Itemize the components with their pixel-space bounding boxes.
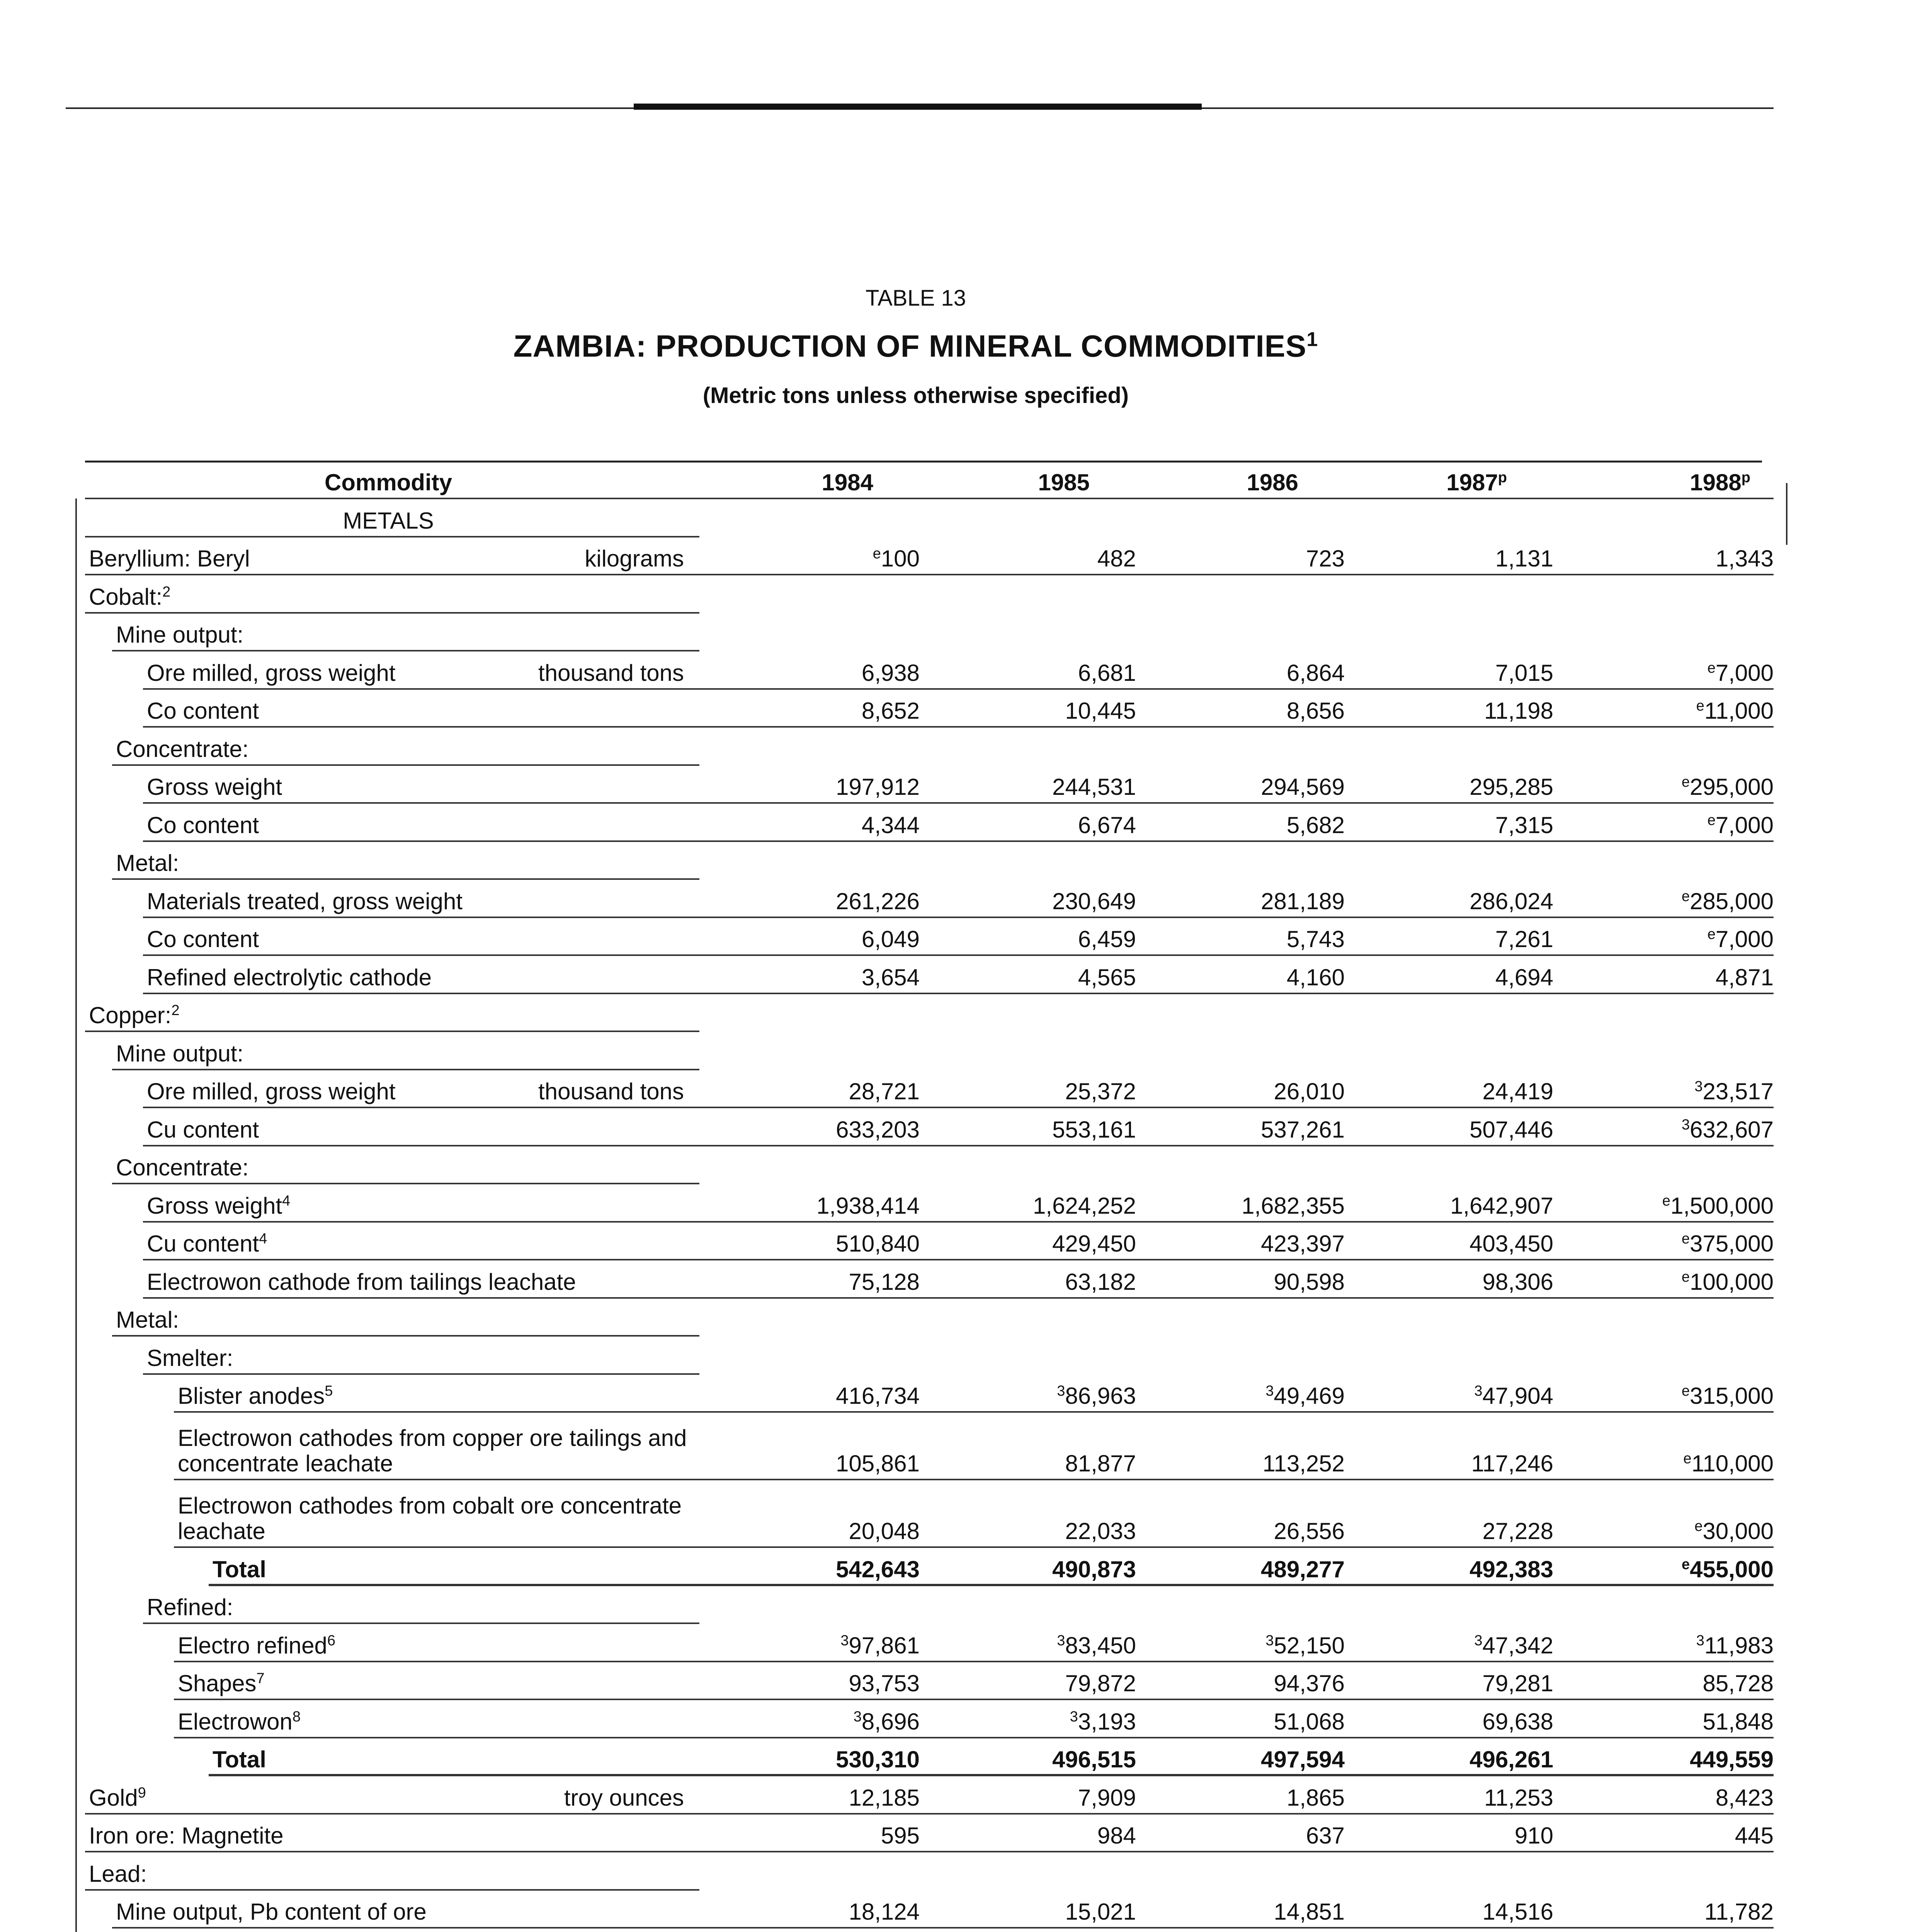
row-value-1986: 637 (1306, 1823, 1345, 1849)
row-value-1985: 79,872 (1065, 1670, 1136, 1696)
row-value-1988: 8,423 (1715, 1784, 1774, 1811)
header-year-note: p (1498, 469, 1507, 486)
row-value-1987: 507,446 (1469, 1116, 1553, 1143)
row-value-1984: 6,049 (861, 926, 920, 952)
row-value-1988 (1682, 774, 1774, 800)
value-number: 23,517 (1702, 1078, 1774, 1104)
value-note: 3 (1070, 1708, 1078, 1725)
label-note: 8 (292, 1708, 301, 1725)
row-label: Total (213, 1747, 266, 1772)
row-label: Beryllium: Beryl (89, 546, 250, 571)
row-value-1985: 4,565 (1078, 964, 1136, 990)
value-number: 100 (881, 546, 920, 571)
row-value-1987: 403,450 (1469, 1231, 1553, 1257)
header-year-label: 1984 (821, 469, 873, 495)
row-value-1985: 63,182 (1065, 1269, 1136, 1295)
row-value-1985: 7,909 (1078, 1784, 1136, 1811)
table-row (0, 1413, 1932, 1480)
row-value-1987: 98,306 (1482, 1269, 1553, 1295)
label-note: 2 (171, 1002, 180, 1019)
row-value-1985: 984 (1097, 1823, 1136, 1849)
table-row (0, 1337, 1932, 1375)
header-year-1985 (1038, 470, 1090, 495)
header-year-label: 1987 (1446, 469, 1498, 495)
row-unit: thousand tons (538, 660, 684, 686)
table-row (0, 1108, 1932, 1146)
header-year-1987 (1446, 470, 1507, 495)
value-note: e (1681, 1556, 1690, 1573)
header-year-1984 (822, 470, 873, 495)
row-value-1988 (1696, 1633, 1774, 1658)
value-note: 3 (1681, 1116, 1690, 1133)
row-value-1985 (1057, 1633, 1136, 1658)
row-value-1986: 94,376 (1274, 1670, 1345, 1696)
table-header-row (0, 462, 1932, 499)
header-year-1986 (1247, 470, 1298, 495)
row-value-1988: 445 (1735, 1823, 1774, 1849)
label-text: Electrowon (178, 1708, 293, 1735)
table-row (0, 766, 1932, 804)
value-number: 8,696 (861, 1708, 920, 1735)
value-number: 83,450 (1065, 1632, 1136, 1658)
value-note: 3 (1696, 1632, 1704, 1649)
row-value-1984: 510,840 (836, 1231, 920, 1257)
row-label: Mine output: (116, 1040, 244, 1066)
header-year-label: 1988 (1690, 469, 1742, 495)
row-label: Mine output, Pb content of ore (116, 1899, 427, 1925)
row-value-1988 (1708, 813, 1774, 838)
row-label (178, 1671, 835, 1696)
row-value-1984: 18,124 (849, 1899, 920, 1925)
table-row (0, 1776, 1932, 1815)
label-note: 4 (282, 1192, 291, 1209)
row-value-1986: 8,656 (1286, 698, 1345, 724)
row-value-1984: 3,654 (861, 964, 920, 990)
table-row (0, 1662, 1932, 1701)
row-value-1988 (1682, 889, 1774, 914)
row-value-1984: 28,721 (849, 1078, 920, 1104)
row-value-1988 (1683, 1451, 1774, 1476)
row-value-1988 (1682, 1117, 1774, 1143)
row-label: Co content (147, 812, 259, 838)
value-note: e (1696, 698, 1704, 714)
label-note: 6 (327, 1632, 336, 1649)
row-value-1985 (1070, 1709, 1136, 1735)
table-row (0, 1032, 1932, 1070)
header-year-label: 1985 (1038, 469, 1090, 495)
row-value-1988 (1696, 698, 1774, 724)
row-value-1987: 4,694 (1495, 964, 1553, 990)
row-value-1986: 497,594 (1261, 1747, 1345, 1772)
row-value-1988 (1682, 1383, 1774, 1409)
header-year-note: p (1741, 469, 1750, 486)
row-value-1984: 416,734 (836, 1383, 920, 1409)
row-label: Materials treated, gross weight (147, 888, 463, 914)
value-note: 3 (1057, 1383, 1065, 1399)
row-value-1985: 81,877 (1065, 1451, 1136, 1476)
row-label: Concentrate: (116, 1155, 249, 1180)
table-row (0, 804, 1932, 842)
row-label (178, 1383, 835, 1409)
row-label: Cu content (147, 1116, 259, 1143)
row-value-1984: 20,048 (849, 1518, 920, 1544)
value-note: e (1707, 812, 1716, 828)
row-value-1986: 51,068 (1274, 1708, 1345, 1735)
row-label: Lead: (89, 1861, 147, 1887)
label-note: 5 (325, 1383, 333, 1399)
table-row (0, 614, 1932, 652)
table-row (0, 575, 1932, 614)
row-value-1987: 24,419 (1482, 1078, 1553, 1104)
row-value-1984: 93,753 (849, 1670, 920, 1696)
label-text: Shapes (178, 1670, 257, 1696)
row-value-1988: 449,559 (1690, 1747, 1774, 1772)
row-label (89, 1003, 746, 1028)
row-value-1985: 6,674 (1078, 812, 1136, 838)
row-value-1985: 553,161 (1052, 1116, 1136, 1143)
row-value-1987 (1474, 1633, 1553, 1658)
value-note: 3 (1265, 1632, 1274, 1649)
row-label (89, 584, 746, 610)
row-value-1985: 15,021 (1065, 1899, 1136, 1925)
value-number: 455,000 (1690, 1556, 1774, 1582)
row-value-1984 (873, 546, 920, 571)
value-note: e (1681, 1383, 1690, 1399)
value-number: 1,500,000 (1670, 1192, 1774, 1219)
table-row (0, 1070, 1932, 1109)
value-note: 3 (840, 1632, 849, 1649)
value-note: e (872, 546, 881, 562)
table-row (0, 1738, 1932, 1777)
value-number: 7,000 (1715, 926, 1774, 952)
value-number: 49,469 (1274, 1383, 1345, 1409)
row-label: Concentrate: (116, 736, 249, 762)
row-label: Co content (147, 698, 259, 724)
value-note: 3 (1474, 1383, 1483, 1399)
row-value-1986: 26,556 (1274, 1518, 1345, 1544)
row-label: Metal: (116, 1307, 179, 1333)
row-value-1987: 7,315 (1495, 812, 1553, 838)
row-value-1986: 489,277 (1261, 1556, 1345, 1582)
row-value-1986: 5,743 (1286, 926, 1345, 952)
label-note: 9 (138, 1784, 146, 1801)
row-value-1984: 75,128 (849, 1269, 920, 1295)
value-number: 7,000 (1715, 812, 1774, 838)
table-row (0, 1586, 1932, 1624)
table-row (0, 499, 1932, 537)
header-year-1988 (1690, 470, 1750, 495)
row-value-1987: 492,383 (1469, 1556, 1553, 1582)
row-value-1986: 281,189 (1261, 888, 1345, 914)
value-number: 97,861 (849, 1632, 920, 1658)
row-value-1986: 6,864 (1286, 660, 1345, 686)
row-unit: troy ounces (564, 1784, 684, 1811)
row-value-1987: 496,261 (1469, 1747, 1553, 1772)
table-row (0, 651, 1932, 690)
table-row (0, 1260, 1932, 1299)
row-label: Mine output: (116, 622, 244, 648)
value-number: 632,607 (1690, 1116, 1774, 1143)
row-value-1987 (1474, 1383, 1553, 1409)
row-label: Total (213, 1556, 266, 1582)
label-note: 7 (256, 1670, 265, 1687)
table-subtitle: (Metric tons unless otherwise specified) (702, 383, 1129, 408)
row-value-1987: 117,246 (1471, 1451, 1553, 1476)
table-row (0, 1184, 1932, 1223)
row-value-1987: 286,024 (1469, 888, 1553, 914)
table-row (0, 1624, 1932, 1662)
table-row (0, 1891, 1932, 1929)
label-text: Gross weight (147, 1192, 282, 1219)
row-value-1984 (840, 1633, 920, 1658)
row-value-1984: 105,861 (836, 1451, 920, 1476)
row-value-1987: 27,228 (1482, 1518, 1553, 1544)
value-number: 47,904 (1482, 1383, 1553, 1409)
value-number: 285,000 (1690, 888, 1774, 914)
row-value-1988 (1682, 1269, 1774, 1295)
row-label: Electrowon cathode from tailings leachate (147, 1269, 576, 1295)
row-value-1986 (1265, 1633, 1345, 1658)
row-label: Electrowon cathodes from cobalt ore concentrate leachate (178, 1493, 682, 1544)
row-value-1984: 530,310 (836, 1747, 920, 1772)
table-row (0, 880, 1932, 918)
row-value-1985 (1057, 1383, 1136, 1409)
table-row (0, 1815, 1932, 1853)
value-number: 11,983 (1704, 1632, 1774, 1658)
row-value-1985: 10,445 (1065, 698, 1136, 724)
row-label: Iron ore: Magnetite (89, 1823, 284, 1849)
row-value-1986: 723 (1306, 546, 1345, 571)
row-value-1988: 4,871 (1715, 964, 1774, 990)
row-value-1984: 6,938 (861, 660, 920, 686)
value-number: 315,000 (1690, 1383, 1774, 1409)
row-value-1988: 1,343 (1715, 546, 1774, 571)
value-note: e (1707, 926, 1716, 942)
table-row (0, 994, 1932, 1032)
row-value-1987: 11,198 (1484, 698, 1553, 724)
table-row (0, 1700, 1932, 1738)
table-row (0, 537, 1932, 576)
table-row (0, 1548, 1932, 1586)
value-note: 3 (1474, 1632, 1483, 1649)
row-label: METALS (343, 507, 434, 534)
row-value-1984: 595 (881, 1823, 920, 1849)
table-title-note: 1 (1306, 328, 1318, 351)
table-row (0, 1223, 1932, 1261)
value-number: 375,000 (1690, 1231, 1774, 1257)
value-note: 3 (853, 1708, 862, 1725)
row-value-1984 (854, 1709, 920, 1735)
label-text: Gold (89, 1784, 138, 1811)
row-value-1987: 14,516 (1482, 1899, 1553, 1925)
row-value-1985: 6,681 (1078, 660, 1136, 686)
header-year-label: 1986 (1247, 469, 1298, 495)
value-number: 11,000 (1704, 698, 1774, 724)
row-value-1988 (1662, 1193, 1774, 1219)
row-label: Electrowon cathodes from copper ore tailings and concentrate leachate (178, 1425, 687, 1476)
row-value-1986: 423,397 (1261, 1231, 1345, 1257)
row-value-1985: 482 (1097, 546, 1136, 571)
row-unit: kilograms (585, 546, 684, 571)
label-text: Copper: (89, 1002, 172, 1028)
value-number: 3,193 (1078, 1708, 1136, 1735)
row-label: Co content (147, 926, 259, 952)
table-row (0, 918, 1932, 956)
row-value-1985: 244,531 (1052, 774, 1136, 800)
label-note: 4 (259, 1231, 267, 1247)
row-value-1986: 113,252 (1262, 1451, 1345, 1476)
row-value-1984: 197,912 (836, 774, 920, 800)
row-value-1987: 295,285 (1469, 774, 1553, 800)
value-note: 3 (1057, 1632, 1065, 1649)
row-value-1987: 79,281 (1482, 1670, 1553, 1696)
value-number: 100,000 (1690, 1269, 1774, 1295)
label-text: Blister anodes (178, 1383, 325, 1409)
table-row (0, 1146, 1932, 1185)
row-label (147, 1193, 804, 1219)
row-value-1984: 4,344 (861, 812, 920, 838)
table-row (0, 956, 1932, 994)
row-value-1985: 1,624,252 (1033, 1192, 1136, 1219)
label-note: 2 (162, 583, 171, 600)
value-note: e (1681, 888, 1690, 905)
table-row (0, 1929, 1932, 1932)
row-value-1987: 1,131 (1495, 546, 1553, 571)
value-number: 52,150 (1274, 1632, 1345, 1658)
value-number: 30,000 (1702, 1518, 1774, 1544)
row-value-1988 (1682, 1231, 1774, 1257)
row-value-1985: 490,873 (1052, 1556, 1136, 1582)
row-label: Smelter: (147, 1345, 233, 1371)
row-value-1988: 11,782 (1704, 1899, 1774, 1925)
row-label (178, 1633, 835, 1658)
row-label: Gross weight (147, 774, 282, 800)
value-note: 3 (1265, 1383, 1274, 1399)
value-number: 7,000 (1715, 660, 1774, 686)
table-row (0, 1480, 1932, 1548)
row-label: Ore milled, gross weight (147, 1078, 396, 1104)
row-value-1988: 51,848 (1702, 1708, 1774, 1735)
row-label: Refined: (147, 1594, 233, 1620)
header-commodity: Commodity (325, 469, 452, 495)
row-label: Ore milled, gross weight (147, 660, 396, 686)
row-value-1985: 429,450 (1052, 1231, 1136, 1257)
label-text: Cu content (147, 1231, 259, 1257)
row-value-1988 (1682, 1557, 1774, 1582)
value-note: e (1681, 1269, 1690, 1285)
table-row (0, 1299, 1932, 1337)
row-value-1984: 1,938,414 (816, 1192, 920, 1219)
row-value-1984: 542,643 (836, 1556, 920, 1582)
row-value-1986: 14,851 (1274, 1899, 1345, 1925)
row-value-1988 (1694, 1079, 1774, 1104)
row-value-1987: 7,015 (1495, 660, 1553, 686)
row-value-1984: 633,203 (836, 1116, 920, 1143)
table-title-text: ZAMBIA: PRODUCTION OF MINERAL COMMODITIES (513, 329, 1307, 363)
table-row (0, 1375, 1932, 1413)
row-value-1986: 1,682,355 (1242, 1192, 1345, 1219)
row-value-1987: 910 (1514, 1823, 1553, 1849)
row-value-1987: 1,642,907 (1450, 1192, 1553, 1219)
row-label: Metal: (116, 850, 179, 876)
table-row (0, 728, 1932, 766)
row-value-1987: 69,638 (1482, 1708, 1553, 1735)
value-note: e (1681, 774, 1690, 790)
value-note: e (1707, 660, 1716, 676)
value-number: 295,000 (1690, 774, 1774, 800)
row-value-1984: 261,226 (836, 888, 920, 914)
row-label (178, 1709, 835, 1735)
value-note: 3 (1694, 1078, 1703, 1095)
row-value-1986: 537,261 (1261, 1116, 1345, 1143)
row-value-1986 (1265, 1383, 1345, 1409)
value-note: e (1681, 1231, 1690, 1247)
value-note: e (1694, 1518, 1703, 1534)
row-value-1985: 6,459 (1078, 926, 1136, 952)
row-value-1986: 4,160 (1286, 964, 1345, 990)
row-value-1988 (1708, 927, 1774, 952)
row-value-1985: 230,649 (1052, 888, 1136, 914)
value-number: 86,963 (1065, 1383, 1136, 1409)
row-value-1986: 90,598 (1274, 1269, 1345, 1295)
row-value-1987: 11,253 (1484, 1784, 1553, 1811)
row-value-1984: 12,185 (849, 1784, 920, 1811)
row-value-1985: 496,515 (1052, 1747, 1136, 1772)
row-value-1988 (1708, 660, 1774, 686)
row-value-1988 (1694, 1519, 1774, 1544)
row-value-1985: 22,033 (1065, 1518, 1136, 1544)
row-unit: thousand tons (538, 1078, 684, 1104)
row-value-1987: 7,261 (1495, 926, 1553, 952)
row-value-1985: 25,372 (1065, 1078, 1136, 1104)
value-number: 110,000 (1691, 1451, 1774, 1476)
label-text: Cobalt: (89, 583, 163, 610)
row-value-1986: 1,865 (1286, 1784, 1345, 1811)
table-row (0, 690, 1932, 728)
row-value-1988: 85,728 (1702, 1670, 1774, 1696)
row-value-1986: 294,569 (1261, 774, 1345, 800)
table-row (0, 1852, 1932, 1891)
value-note: e (1662, 1192, 1671, 1209)
row-value-1986: 26,010 (1274, 1078, 1345, 1104)
table-row (0, 842, 1932, 880)
row-value-1986: 5,682 (1286, 812, 1345, 838)
label-text: Electro refined (178, 1632, 327, 1658)
value-note: e (1683, 1451, 1692, 1467)
row-label: Refined electrolytic cathode (147, 964, 432, 990)
row-value-1984: 8,652 (861, 698, 920, 724)
row-label (147, 1231, 804, 1257)
table-label: TABLE 13 (865, 286, 966, 311)
value-number: 47,342 (1482, 1632, 1553, 1658)
